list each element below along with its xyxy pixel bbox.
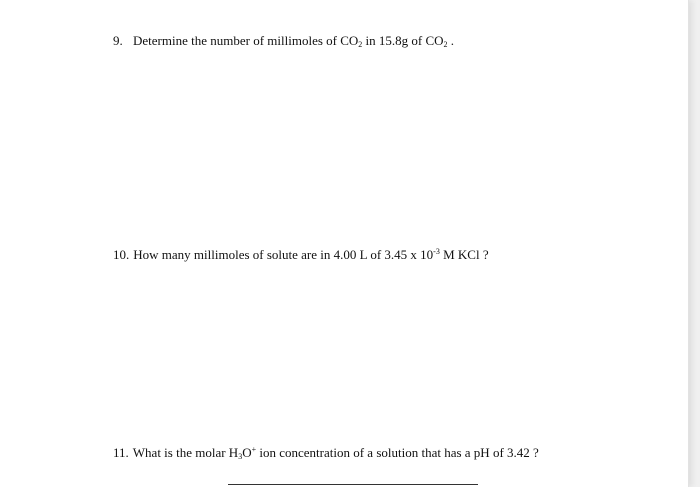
question-number: 10. [113,247,130,262]
answer-line [228,484,478,485]
question-text: How many millimoles of solute are in 4.00 L of 3.45 x $10^{-3}$ M KCl ? [133,247,489,262]
question-11 [113,445,539,461]
question-10 [113,247,489,263]
question-number: 11. [113,445,129,460]
question-number: 9. [113,33,123,48]
question-9 [113,33,454,49]
question-text: What is the molar $H_3O^+$ ion concentration of a solution that has a pH of 3.42 ? [132,445,539,461]
question-text: Determine the number of millimoles of $CO_2$ in 15.8g of $CO_2$ . [133,33,455,49]
